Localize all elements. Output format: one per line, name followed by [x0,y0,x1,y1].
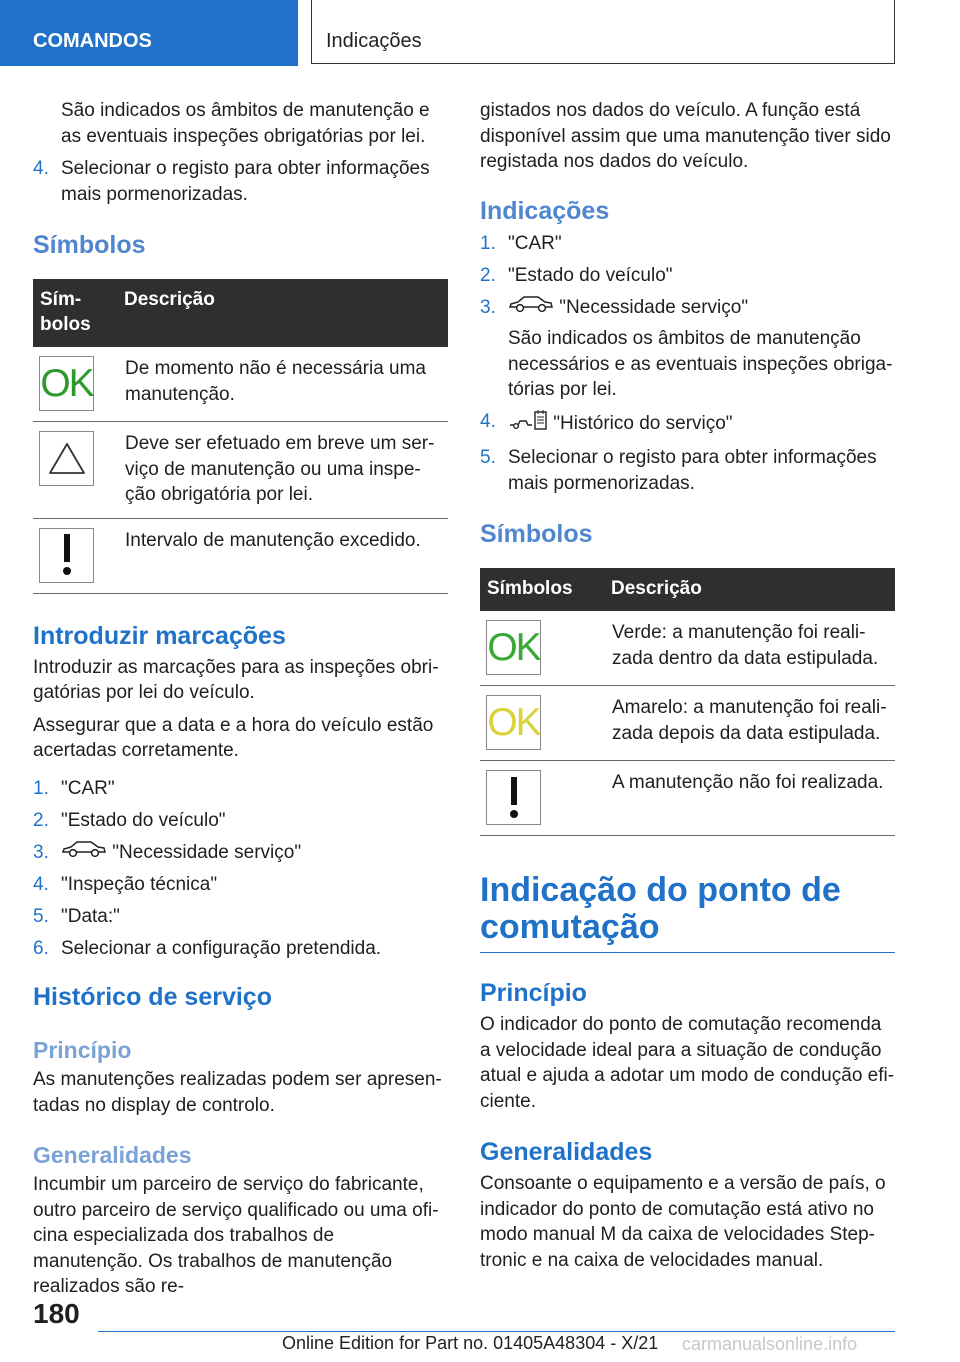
step-number: 4. [33,158,49,179]
principle-text: O indicador do ponto de comutação recomenda a velocidade ideal para a situação de condução atual e ajuda a adotar um modo de condução efi-ciente. [480,1014,895,1112]
list-item: 4. "Inspeção técnica" [33,873,218,895]
general-text: Consoante o equipamento e a versão de país, o indicador do ponto de comutação está ativo no modo manual M da caixa de velocidades Step-tronic e na caixa de velocidades manual. [480,1173,886,1271]
list-item: 6. Selecionar a configuração pretendida. [33,937,382,959]
description-cell: A manutenção não foi realizada. [604,761,895,836]
markings-paragraph: Assegurar que a data e a hora do veículo estão acertadas corretamente. [33,714,434,761]
footer-rule [98,1331,895,1332]
shift-point-heading: Indicação do ponto de comutação [480,871,841,947]
description-cell: Verde: a manutenção foi reali-zada dentro da data estipulada. [604,611,895,686]
right-column [480,98,895,1273]
symbol-cell [480,761,604,836]
ok-icon: OK [39,356,94,411]
table-header-row [33,279,448,347]
ok-yellow-icon: OK [486,695,541,750]
intro-text: São indicados os âmbitos de manutenção e as eventuais inspeções obrigatórias por lei. [61,100,430,147]
ok-green-icon: OK [486,620,541,675]
principle-heading: Princípio [33,1037,132,1064]
car-service-icon [508,295,554,321]
table-header-symbols: Símbolos [480,568,604,611]
list-item: 4. "Histórico do serviço" [480,409,895,439]
general-heading: Generalidades [480,1138,653,1167]
introduce-markings-heading: Introduzir marcações [33,621,286,650]
indications-heading: Indicações [480,196,610,225]
description-cell: Intervalo de manutenção excedido. [117,518,448,593]
watermark: carmanualsonline.info [682,1334,858,1354]
list-item: 3. "Necessidade serviço" São indicados os âmbitos de manutenção necessários e as eventuais inspeções obriga-tórias por lei. [480,295,895,403]
left-column [33,98,448,1300]
table-header-description: Descrição [604,568,895,611]
list-item [33,156,448,207]
list-item: 2. "Estado do veículo" [480,264,673,286]
warning-triangle-icon [39,431,94,486]
shift-point-heading-block [480,872,895,953]
table-header-row [480,568,895,611]
service-history-heading: Histórico de serviço [33,983,272,1012]
continued-text: gistados nos dados do veículo. A função está disponível assim que uma manutenção tiver sido registada nos dados do veículo. [480,100,891,172]
principle-heading: Princípio [480,979,587,1008]
symbols-table [480,568,895,836]
indications-steps [480,231,895,497]
edition-text: Online Edition for Part no. 01405A48304 - X/21 [282,1333,659,1353]
intro-step-list [33,156,448,207]
general-heading: Generalidades [33,1142,192,1169]
step-text: Selecionar o registo para obter informações mais pormenorizadas. [61,158,430,205]
section-tab: COMANDOS [0,0,298,66]
table-row [33,347,448,422]
service-history-icon [508,409,548,439]
symbol-cell [33,518,117,593]
car-service-icon [61,840,107,866]
markings-paragraph: Introduzir as marcações para as inspeções obri-gatórias por lei do veículo. [33,656,439,703]
table-header-description: Descrição [117,279,448,347]
table-row [33,422,448,519]
exclamation-icon [486,770,541,825]
table-row [33,518,448,593]
principle-text: As manutenções realizadas podem ser apresen-tadas no display de controlo. [33,1069,442,1116]
exclamation-icon [39,528,94,583]
table-row [480,686,895,761]
list-item: 3. "Necessidade serviço" [33,840,448,866]
description-cell: Amarelo: a manutenção foi reali-zada depois da data estipulada. [604,686,895,761]
list-item: 5. Selecionar o registo para obter informações mais pormenorizadas. [480,447,877,494]
page-header-title: Indicações [311,0,895,64]
description-cell: Deve ser efetuado em breve um ser-viço de manutenção ou uma inspe-ção obrigatória por lei. [117,422,448,519]
symbols-heading: Símbolos [33,231,146,259]
markings-steps [33,776,448,962]
symbols-heading: Símbolos [480,520,593,549]
list-item: 5. "Data:" [33,905,120,927]
list-item: 2. "Estado do veículo" [33,809,226,831]
symbols-table [33,279,448,594]
list-item: 1. "CAR" [33,777,115,799]
page-number: 180 [33,1298,80,1329]
list-item: 1. "CAR" [480,232,562,254]
symbol-cell [33,347,117,422]
symbol-cell [480,611,604,686]
symbol-cell [480,686,604,761]
description-cell: De momento não é necessária uma manutenção. [117,347,448,422]
table-row [480,761,895,836]
symbol-cell [33,422,117,519]
table-header-symbols: Sím- bolos [33,279,117,347]
step-subtext: São indicados os âmbitos de manutenção necessários e as eventuais inspeções obriga-tórias por lei. [508,328,893,401]
general-text: Incumbir um parceiro de serviço do fabricante, outro parceiro de serviço qualificado ou uma ofi-cina especializada dos trabalhos de manutenção. Os trabalhos de manutenção realizados são re- [33,1174,439,1298]
table-row [480,611,895,686]
